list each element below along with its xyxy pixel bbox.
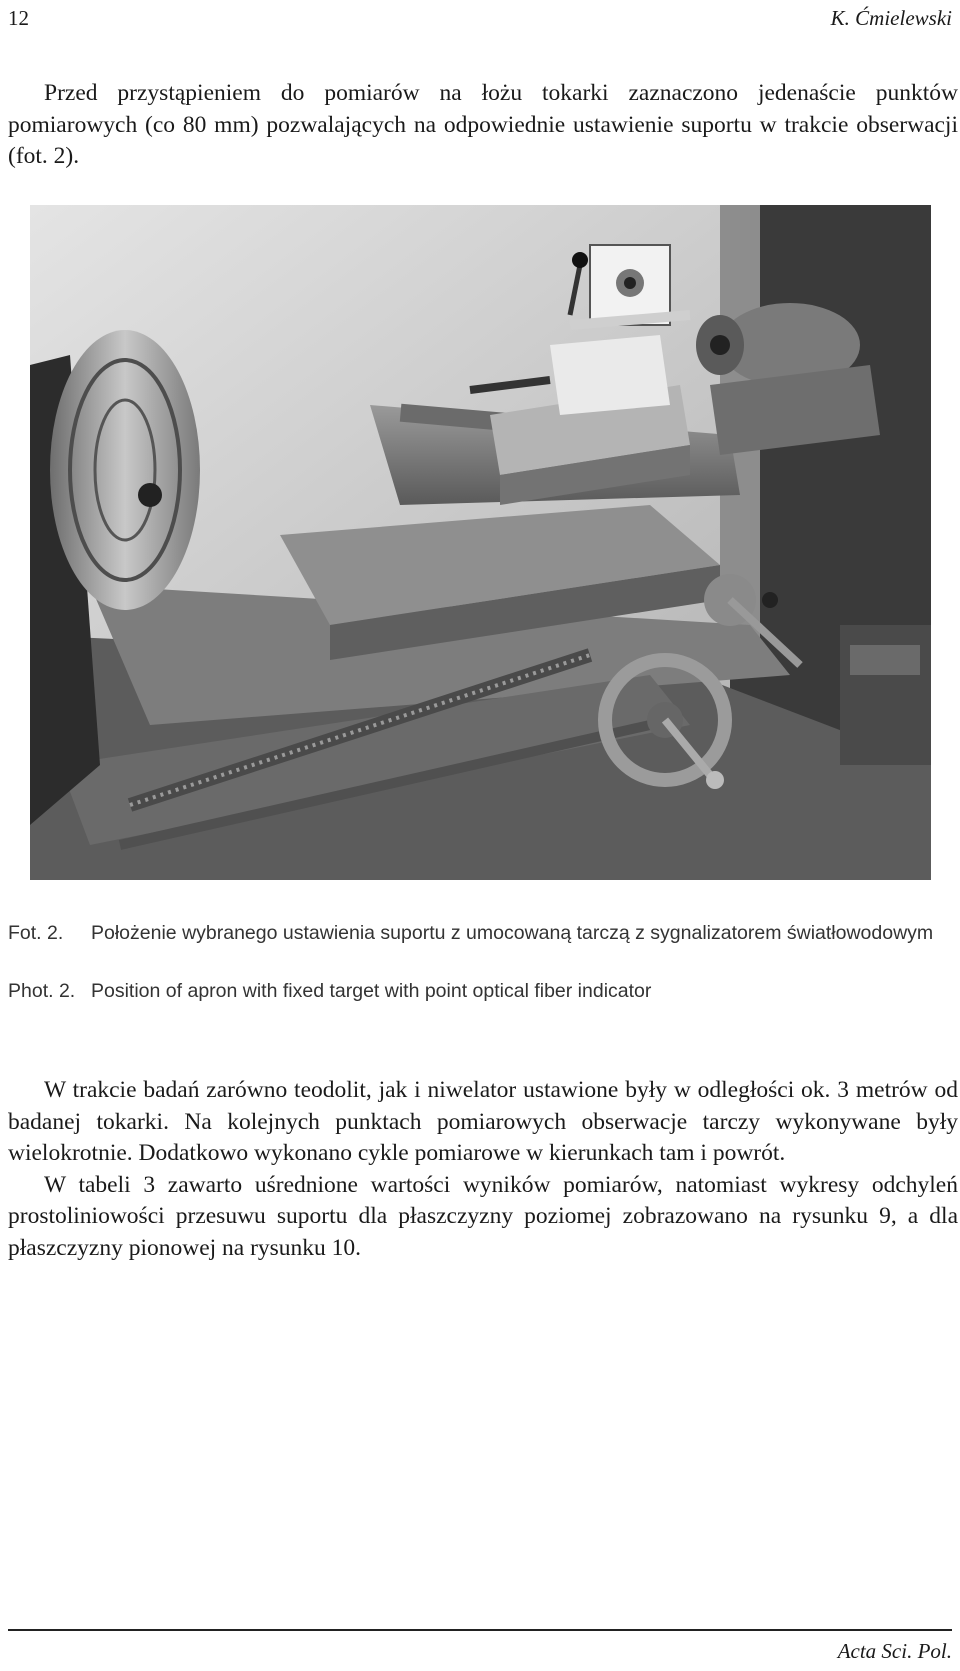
paragraph-methods-2: W tabeli 3 zawarto uśrednione wartości wyników pomiarów, natomiast wykresy odchyleń prostoliniowości przesuwu suportu dla płaszczyzny poziomej zobrazowano na rysunku 9, a dla płaszczyzny pionowej na rysunku 10.	[8, 1171, 958, 1261]
running-head-author: K. Ćmielewski	[830, 6, 952, 30]
figure-caption-text-polish: Położenie wybranego ustawienia suportu z umocowaną tarczą z sygnalizatorem światłowodowym	[91, 922, 934, 944]
journal-name: Acta Sci. Pol.	[837, 1639, 952, 1663]
footer-rule	[8, 1629, 952, 1631]
figure-label-polish: Fot. 2.	[8, 922, 64, 944]
lathe-photo	[30, 205, 931, 880]
page-number: 12	[8, 6, 29, 30]
figure-caption-text-english: Position of apron with fixed target with point optical fiber indicator	[91, 980, 652, 1002]
paragraphs-methods	[8, 1075, 958, 1264]
paragraph-intro: Przed przystąpieniem do pomiarów na łożu tokarki zaznaczono jedenaście punktów pomiarowych (co 80 mm) pozwalających na odpowiednie ustawienie suportu w trakcie obserwacji (fot. 2).	[8, 80, 958, 169]
figure-label-english: Phot. 2.	[8, 980, 76, 1002]
paragraph-methods-1: W trakcie badań zarówno teodolit, jak i niwelator ustawione były w odległości ok. 3 metrów od badanej tokarki. Na kolejnych punktach pomiarowych obserwacje tarczy wykonywane były wielokrotnie. Dodatkowo wykonano cykle pomiarowe w kierunkach tam i powrót.	[8, 1077, 958, 1166]
